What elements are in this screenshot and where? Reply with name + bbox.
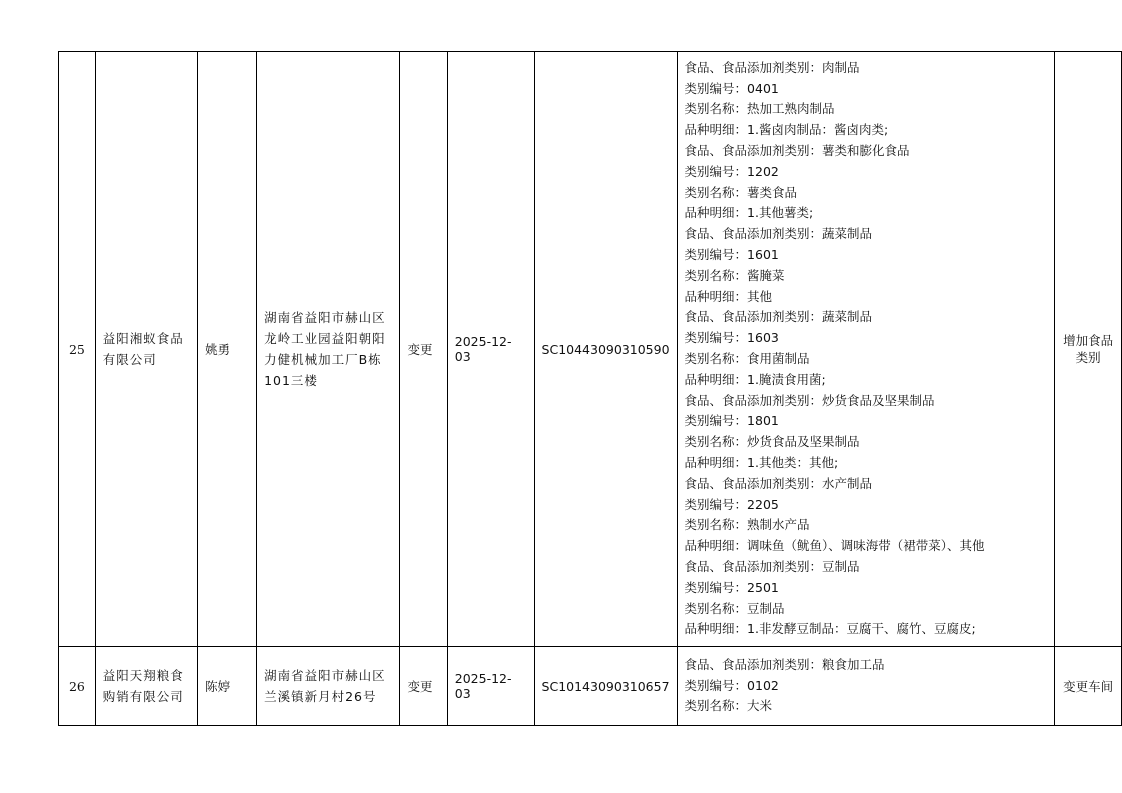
category-detail-line: 食品、食品添加剂类别：肉制品 bbox=[684, 59, 860, 75]
category-detail-line: 品种明细：1.其他类：其他; bbox=[684, 454, 839, 470]
issue-date: 2025-12-03 bbox=[447, 52, 534, 647]
category-detail-line: 食品、食品添加剂类别：豆制品 bbox=[684, 558, 860, 574]
company-name: 益阳天翔粮食购销有限公司 bbox=[95, 647, 197, 726]
food-category-details bbox=[677, 52, 1055, 647]
license-number: SC10443090310590 bbox=[534, 52, 677, 647]
category-detail-line: 类别编号：0102 bbox=[684, 677, 779, 693]
category-detail-line: 食品、食品添加剂类别：水产制品 bbox=[684, 475, 873, 491]
table-row bbox=[59, 647, 1122, 726]
category-detail-line: 类别名称：豆制品 bbox=[684, 600, 785, 616]
table-body bbox=[59, 52, 1122, 726]
category-detail-line: 食品、食品添加剂类别：粮食加工品 bbox=[684, 656, 885, 672]
table-row bbox=[59, 52, 1122, 647]
category-detail-line: 类别编号：1202 bbox=[684, 163, 779, 179]
category-detail-line: 类别名称：熟制水产品 bbox=[684, 517, 810, 533]
legal-representative: 陈婷 bbox=[198, 647, 257, 726]
category-detail-line: 类别名称：热加工熟肉制品 bbox=[684, 101, 835, 117]
category-detail-line: 类别名称：大米 bbox=[684, 698, 773, 714]
category-detail-line: 品种明细：1.其他薯类; bbox=[684, 205, 814, 221]
change-type: 变更 bbox=[400, 52, 447, 647]
row-number: 26 bbox=[59, 647, 96, 726]
license-number: SC10143090310657 bbox=[534, 647, 677, 726]
category-detail-line: 类别名称：薯类食品 bbox=[684, 184, 798, 200]
category-detail-line: 食品、食品添加剂类别：蔬菜制品 bbox=[684, 226, 873, 242]
legal-representative: 姚勇 bbox=[198, 52, 257, 647]
category-detail-line: 品种明细：1.非发酵豆制品：豆腐干、腐竹、豆腐皮; bbox=[684, 621, 976, 637]
remark: 增加食品类别 bbox=[1055, 52, 1122, 647]
category-detail-line: 类别编号：1601 bbox=[684, 247, 779, 263]
category-detail-line: 类别名称：酱腌菜 bbox=[684, 267, 785, 283]
production-address: 湖南省益阳市赫山区兰溪镇新月村26号 bbox=[257, 647, 400, 726]
company-name: 益阳湘蚁食品有限公司 bbox=[95, 52, 197, 647]
remark: 变更车间 bbox=[1055, 647, 1122, 726]
category-detail-line: 品种明细：调味鱼（鱿鱼）、调味海带（裙带菜）、其他 bbox=[684, 538, 985, 554]
category-detail-line: 品种明细：其他 bbox=[684, 288, 773, 304]
change-type: 变更 bbox=[400, 647, 447, 726]
category-detail-line: 类别名称：食用菌制品 bbox=[684, 351, 810, 366]
row-number: 25 bbox=[59, 52, 96, 647]
category-detail-line: 食品、食品添加剂类别：蔬菜制品 bbox=[684, 309, 873, 325]
issue-date: 2025-12-03 bbox=[447, 647, 534, 726]
category-detail-line: 食品、食品添加剂类别：薯类和膨化食品 bbox=[684, 143, 910, 159]
category-detail-line: 类别编号：2501 bbox=[684, 579, 779, 595]
category-detail-line: 类别编号：0401 bbox=[684, 80, 779, 96]
category-detail-line: 品种明细：1.酱卤肉制品：酱卤肉类; bbox=[684, 122, 889, 138]
category-detail-line: 品种明细：1.腌渍食用菌; bbox=[684, 371, 826, 387]
category-detail-line: 类别编号：1603 bbox=[684, 330, 779, 346]
category-detail-line: 类别名称：炒货食品及坚果制品 bbox=[684, 434, 860, 450]
category-detail-line: 食品、食品添加剂类别：炒货食品及坚果制品 bbox=[684, 392, 935, 408]
production-address: 湖南省益阳市赫山区龙岭工业园益阳朝阳力健机械加工厂B栋101三楼 bbox=[257, 52, 400, 647]
food-category-details bbox=[677, 647, 1055, 726]
category-detail-line: 类别编号：1801 bbox=[684, 413, 779, 429]
license-change-table bbox=[58, 51, 1122, 726]
category-detail-line: 类别编号：2205 bbox=[684, 496, 779, 512]
